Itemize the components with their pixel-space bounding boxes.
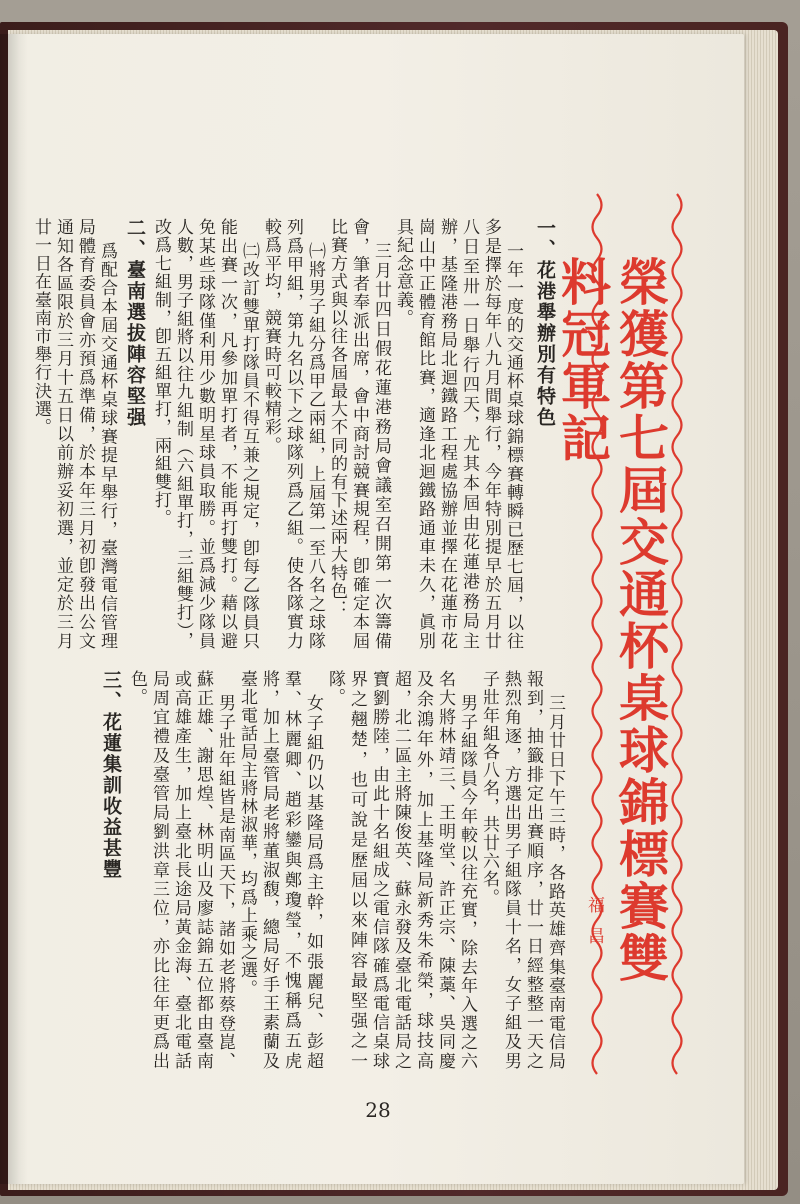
book-page: [8, 34, 744, 1184]
paragraph-5: 男子組隊員今年較以往充實，除去年入選之六名大將林靖三、王明堂、許正宗、陳藁、吳同慶及余鴻年外，加上基隆局新秀朱希榮，球技高超，北二區主將陳俊英、蘇永發及臺北電話局之寶劉勝陸，由此十名組成之電信隊確爲電信桌球界之翹楚，也可說是歷屆以來陣容最堅强之一隊。: [325, 670, 477, 1070]
article-author: 福昌: [584, 896, 604, 958]
section-heading-2: 二、臺南選拔陣容堅强: [124, 218, 146, 428]
section-heading-3: 三、花蓮集訓收益甚豐: [100, 670, 122, 880]
book-fold-shadow: [0, 34, 28, 1184]
paragraph-6: 女子組仍以基隆局爲主幹，如張麗兒、彭超羣、林麗卿、趙彩鑾與鄭瓊瑩，不愧稱爲五虎將，加上臺管局老將董淑馥，總局好手王素蘭及臺北電話局主將林淑華，均爲上乘之選。: [237, 670, 323, 1070]
wavy-border-right-icon: [662, 194, 692, 1062]
article-body-upper: [31, 218, 560, 650]
paragraph-1: 一年一度的交通杯桌球錦標賽轉瞬已歷七屆，以往多是擇於每年八九月間舉行，今年特別提早於五月廿八日至卅一日舉行四天，尤其本屆由花蓮港務局主辦，基隆港務局北迴鐵路工程處協辦並擇在花蓮市花崗山中正體育館比賽，適逢北迴鐵路通車未久，眞別具紀念意義。: [393, 218, 523, 650]
paragraph-2: 三月廿四日假花蓮港務局會議室召開第一次籌備會，筆者奉派出席，會中商討競賽規程，卽確定本屆比賽方式與以往各屆最大不同的有下述兩大特色：: [327, 218, 391, 650]
paragraph-4: 三月廿日下午三時，各路英雄齊集臺南電信局報到，抽籤排定出賽順序，廿一日經整整一天之熱烈角逐，方選出男子組隊員十名，女子組及男子壯年組各八名，共廿六名。: [479, 670, 565, 1070]
section-heading-1: 一、花港舉辦別有特色: [534, 218, 556, 428]
list-item-2: ㈡改訂雙單打隊員不得互兼之規定，卽每乙隊員只能出賽一次，凡參加單打者，不能再打雙打。藉以避免某些球隊僅利用少數明星球員取勝。並爲減少隊員人數，男子組將以往九組制（六組單打，三組雙打），改爲七組制，卽五組單打，兩組雙打。: [151, 218, 259, 650]
list-item-1: ㈠將男子組分爲甲乙兩組，上屆第一至八名之球隊列爲甲組，第九名以下之球隊列爲乙組。使各隊實力較爲平均，競賽時可較精彩。: [261, 218, 325, 650]
article-title: 榮獲第七屆交通杯桌球錦標賽雙料冠軍記: [553, 256, 669, 984]
paragraph-3: 爲配合本屆交通杯桌球賽提早舉行，臺灣電信管理局體育委員會亦預爲準備，於本年三月初卽發出公文通知各區限於三月十五日以前辦妥初選，並定於三月廿一日在臺南市舉行決選。: [31, 218, 117, 650]
title-wavy-border-right: [662, 194, 692, 1062]
article-body-lower: [100, 670, 566, 1070]
page-number: 28: [365, 1098, 391, 1122]
paragraph-7: 男子壯年組皆是南區天下，諸如老將蔡登崑、蘇正雄、謝思煌、林明山及廖誌錦五位都由臺南或高雄產生，加上臺北長途局黃金海、臺北電話局周宜禮及臺管局劉洪章三位，亦比往年更爲出色。: [127, 670, 235, 1070]
